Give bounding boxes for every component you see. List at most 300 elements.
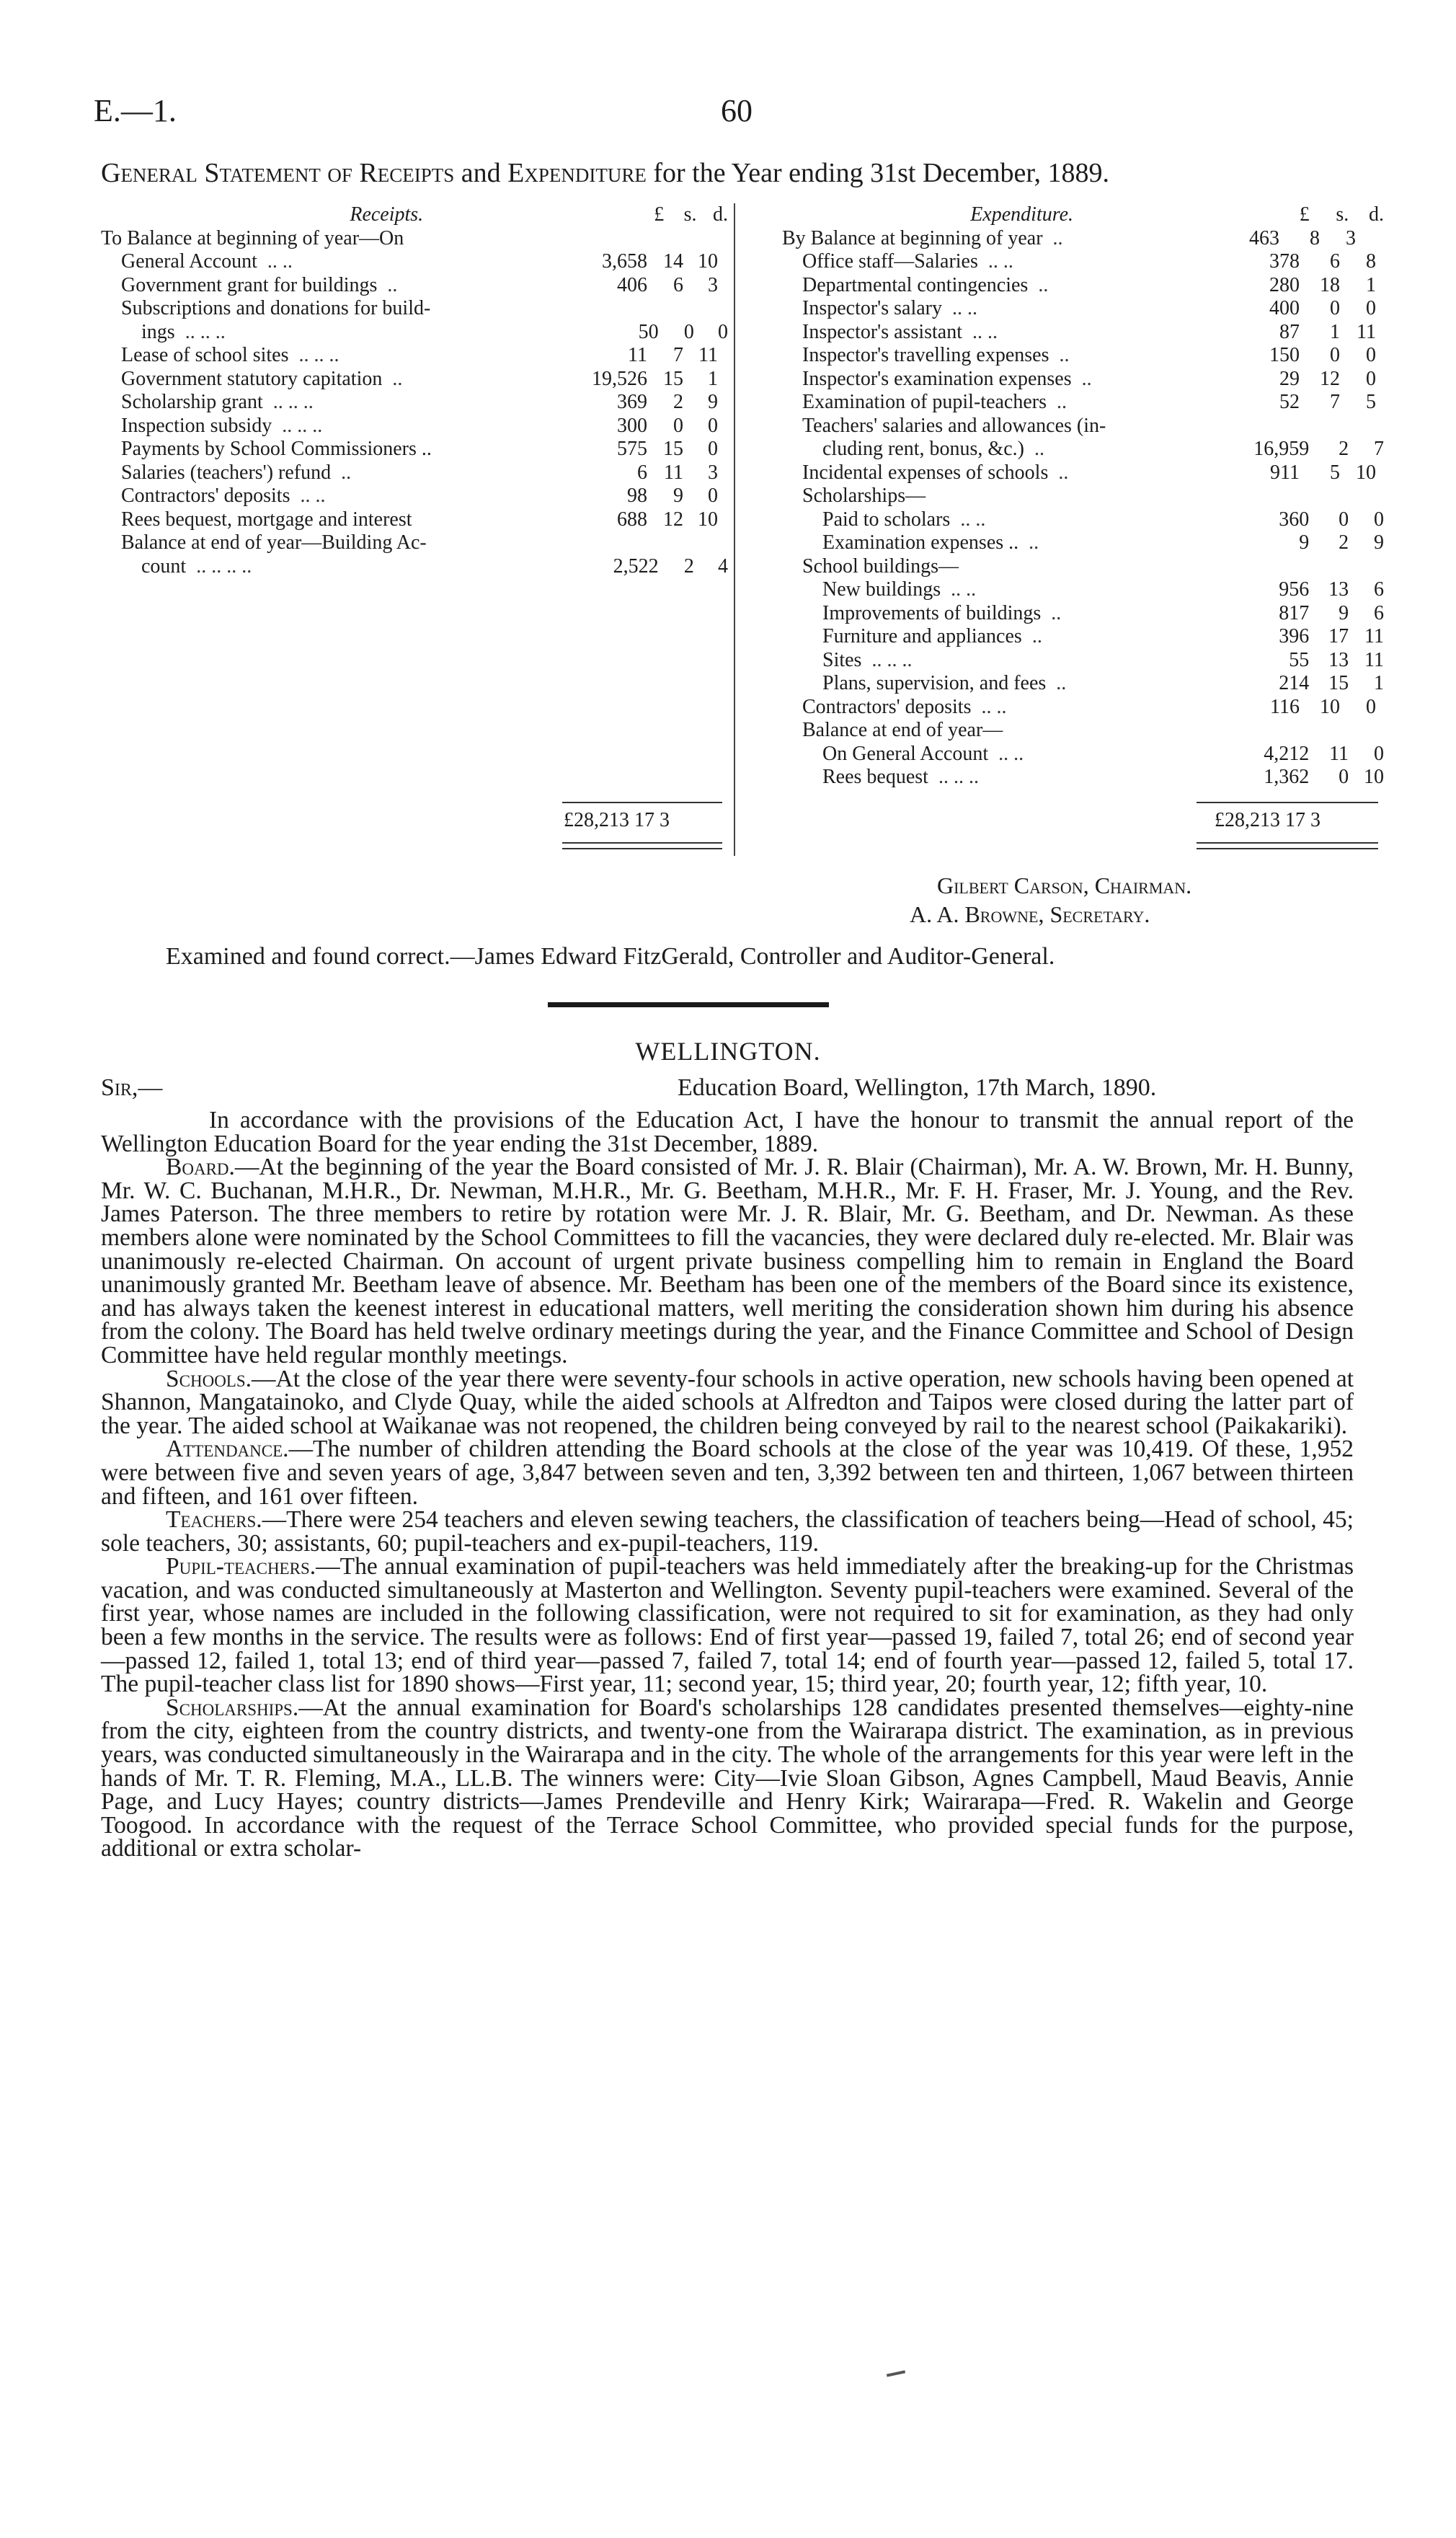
receipts-row-shillings: 15 bbox=[663, 438, 683, 460]
receipts-row-leader: .. .. .. bbox=[272, 391, 314, 413]
expenditure-row bbox=[782, 297, 1384, 321]
expenditure-row-label-cell bbox=[782, 531, 1217, 555]
statement-title-part4: for the Year ending 31st December, 1889. bbox=[653, 158, 1110, 188]
receipts-row-shillings: 6 bbox=[673, 273, 683, 296]
receipts-row-label: Inspection subsidy bbox=[121, 414, 272, 437]
report-body bbox=[101, 1109, 1354, 1861]
receipts-row bbox=[101, 508, 728, 532]
expenditure-row-pounds: 214 bbox=[1279, 672, 1310, 694]
expenditure-row bbox=[782, 227, 1384, 251]
expenditure-row-pounds: 956 bbox=[1279, 578, 1310, 601]
report-section-heading: Board. bbox=[166, 1154, 235, 1181]
expenditure-row-pence: 10 bbox=[1364, 766, 1384, 788]
intro-paragraph: In accordance with the provisions of the Education Act, I have the honour to transmit the annual report of the Wellington Education Board for the year ending the 31st December, 1889. bbox=[101, 1107, 1354, 1157]
report-section-heading: Attendance. bbox=[166, 1436, 289, 1463]
receipts-row bbox=[101, 274, 728, 298]
expenditure-row-pounds bbox=[1206, 719, 1300, 743]
receipts-row-label-cell bbox=[101, 461, 561, 485]
expenditure-row-pence bbox=[1340, 415, 1376, 438]
expenditure-row-shillings bbox=[1300, 415, 1340, 438]
expenditure-row-label-cell bbox=[782, 274, 1206, 298]
expenditure-row-pence: 0 bbox=[1366, 297, 1376, 319]
expenditure-row-label: Rees bequest bbox=[822, 766, 928, 788]
receipts-row-pence: 4 bbox=[718, 554, 728, 578]
salutation: Sir,— bbox=[101, 1074, 163, 1101]
expenditure-row-label-cell bbox=[782, 297, 1206, 321]
expenditure-row-label: On General Account bbox=[822, 742, 989, 765]
receipts-row bbox=[101, 391, 728, 415]
expenditure-row-label-cell bbox=[782, 438, 1217, 461]
expenditure-row-shillings: 15 bbox=[1328, 672, 1349, 694]
expenditure-row-pence: 11 bbox=[1364, 648, 1384, 671]
expenditure-row-leader: .. .. bbox=[951, 578, 977, 601]
expenditure-row-leader: .. .. bbox=[960, 508, 986, 531]
receipts-row-shillings bbox=[647, 297, 683, 321]
receipts-row-shillings: 7 bbox=[673, 344, 683, 366]
expenditure-row-pounds: 52 bbox=[1279, 391, 1300, 413]
expenditure-row-pence: 0 bbox=[1374, 508, 1384, 531]
report-section-heading: Scholarships. bbox=[166, 1694, 299, 1721]
report-section-text: —The annual examination of pupil-teachers was held immediately after the breaking-up for the Christmas vacation, and was conducted simultaneously at Masterton and Wellington. Seventy pupil-teachers were examined. Several of the first year, whose names are included in the following classification, were not required to sit for examination, as they had only been a few months in the service. The results were as follows: End of first year—passed 19, failed 7, total 26; end of second year—passed 12, failed 1, total 13; end of third year—passed 7, failed 7, total 14; end of fourth year—passed 12, failed 5, total 17. The pupil-teacher class list for 1890 shows—First year, 11; second year, 15; third year, 20; fourth year, 12; fifth year, 10. bbox=[101, 1553, 1354, 1698]
receipts-row-label-cell bbox=[101, 391, 561, 415]
expenditure-row-shillings: 9 bbox=[1339, 601, 1349, 624]
expenditure-row-pounds: 150 bbox=[1269, 344, 1300, 366]
receipts-row-label: ings bbox=[141, 320, 175, 343]
expenditure-row-leader: .. bbox=[1059, 344, 1070, 366]
report-section-heading: Teachers. bbox=[166, 1506, 262, 1534]
expenditure-row-shillings bbox=[1300, 555, 1340, 579]
receipts-row-pounds: 6 bbox=[637, 461, 647, 484]
expenditure-rows bbox=[782, 227, 1384, 790]
expenditure-row-shillings: 18 bbox=[1320, 273, 1340, 296]
expenditure-row-label: Scholarships— bbox=[802, 485, 926, 507]
receipts-row bbox=[101, 344, 728, 368]
expenditure-row-pounds: 29 bbox=[1279, 367, 1300, 390]
statement-title-part2: and bbox=[461, 158, 501, 188]
expenditure-row-label-cell bbox=[782, 321, 1206, 345]
receipts-row-pounds: 300 bbox=[617, 414, 647, 437]
statement-title-part1: General Statement of Receipts bbox=[101, 158, 455, 188]
receipts-row-pence bbox=[683, 297, 718, 321]
audit-certification: Examined and found correct.—James Edward FitzGerald, Controller and Auditor-General. bbox=[166, 943, 1055, 970]
report-section-paragraph bbox=[101, 1555, 1354, 1697]
receipts-row-label: Government statutory capitation bbox=[121, 367, 383, 390]
receipts-row-label-cell bbox=[101, 227, 541, 251]
expenditure-row-label-cell bbox=[782, 344, 1206, 368]
expenditure-row bbox=[782, 415, 1384, 438]
expenditure-row-pence: 1 bbox=[1374, 672, 1384, 694]
expenditure-row-shillings: 10 bbox=[1320, 695, 1340, 718]
expenditure-row-pounds: 378 bbox=[1269, 250, 1300, 273]
expenditure-row-shillings: 7 bbox=[1330, 391, 1340, 413]
expenditure-row-label-cell bbox=[782, 227, 1186, 251]
expenditure-row-pounds: 16,959 bbox=[1253, 438, 1310, 460]
receipts-col-shillings: s. bbox=[683, 203, 697, 226]
expenditure-col-shillings: s. bbox=[1336, 203, 1349, 226]
receipts-row-leader: .. .. .. bbox=[185, 320, 226, 343]
expenditure-row bbox=[782, 766, 1384, 790]
receipts-row-pounds: 98 bbox=[627, 485, 647, 507]
receipts-row bbox=[101, 368, 728, 392]
dateline: Education Board, Wellington, 17th March, 1890. bbox=[678, 1074, 1157, 1101]
expenditure-row bbox=[782, 602, 1384, 626]
receipts-row-label-cell bbox=[101, 438, 561, 461]
receipts-row-pence: 9 bbox=[708, 391, 718, 413]
expenditure-row-label-cell bbox=[782, 625, 1217, 649]
expenditure-row-label: Furniture and appliances bbox=[822, 625, 1022, 647]
receipts-row-shillings: 9 bbox=[673, 485, 683, 507]
receipts-row-pounds: 575 bbox=[617, 438, 647, 460]
statement-title bbox=[101, 157, 1362, 189]
receipts-row-label: count bbox=[141, 554, 187, 578]
receipts-row-label: To Balance at beginning of year—On bbox=[101, 226, 404, 249]
expenditure-row-pence: 6 bbox=[1374, 578, 1384, 601]
expenditure-row-leader: .. bbox=[1081, 367, 1092, 390]
expenditure-row-pence: 11 bbox=[1364, 625, 1384, 647]
receipts-row-pence: 0 bbox=[708, 438, 718, 460]
expenditure-row bbox=[782, 719, 1384, 743]
report-section-paragraph bbox=[101, 1694, 1354, 1862]
receipts-row-label-cell bbox=[101, 321, 574, 345]
receipts-total-rule bbox=[562, 802, 722, 803]
receipts-row-pounds: 2,522 bbox=[613, 554, 659, 578]
receipts-row-label-cell bbox=[101, 344, 561, 368]
expenditure-row-label-cell bbox=[782, 578, 1217, 602]
expenditure-row-label-cell bbox=[782, 555, 1206, 579]
receipts-row-pence: 3 bbox=[708, 273, 718, 296]
expenditure-row-label-cell bbox=[782, 672, 1217, 696]
expenditure-row-pence: 0 bbox=[1366, 695, 1376, 718]
expenditure-row-leader: .. bbox=[1052, 226, 1063, 249]
receipts-row-label-cell bbox=[101, 274, 561, 298]
expenditure-row-shillings: 0 bbox=[1330, 344, 1340, 366]
expenditure-row-label-cell bbox=[782, 649, 1217, 673]
receipts-table bbox=[101, 203, 728, 578]
receipts-row-label-cell bbox=[101, 297, 561, 321]
receipts-row-pounds bbox=[561, 297, 647, 321]
receipts-row-label: Payments by School Commissioners .. bbox=[121, 438, 432, 460]
receipts-row-pence: 10 bbox=[698, 508, 718, 531]
receipts-row-label: Government grant for buildings bbox=[121, 273, 378, 296]
receipts-row-pounds: 19,526 bbox=[592, 367, 647, 390]
receipts-row-pence: 10 bbox=[698, 250, 718, 273]
expenditure-row-pence: 8 bbox=[1366, 250, 1376, 273]
expenditure-row-shillings bbox=[1300, 719, 1340, 743]
expenditure-row-label-cell bbox=[782, 602, 1217, 626]
receipts-row-leader: .. .. .. .. bbox=[196, 554, 252, 578]
expenditure-row-leader: .. .. bbox=[951, 297, 977, 319]
receipts-row-pounds: 406 bbox=[617, 273, 647, 296]
expenditure-row-pounds: 911 bbox=[1270, 461, 1300, 484]
expenditure-row-pounds: 9 bbox=[1299, 531, 1310, 554]
expenditure-row-shillings: 0 bbox=[1339, 508, 1349, 531]
expenditure-row-pounds: 360 bbox=[1279, 508, 1310, 531]
expenditure-row-label-cell bbox=[782, 696, 1206, 720]
expenditure-row-pounds: 396 bbox=[1279, 625, 1310, 647]
expenditure-row-pence: 10 bbox=[1356, 461, 1376, 484]
receipts-row-pounds bbox=[561, 531, 647, 555]
expenditure-row-label: Incidental expenses of schools bbox=[802, 461, 1049, 484]
signature-chairman: Gilbert Carson, Chairman. bbox=[937, 872, 1192, 898]
expenditure-row-shillings bbox=[1300, 485, 1340, 508]
expenditure-row-pence: 5 bbox=[1366, 391, 1376, 413]
expenditure-row-leader: .. bbox=[1031, 625, 1042, 647]
report-section-paragraph bbox=[101, 1508, 1354, 1555]
expenditure-row-label: Teachers' salaries and allowances (in- bbox=[802, 414, 1106, 437]
receipts-row bbox=[101, 297, 728, 321]
receipts-row bbox=[101, 250, 728, 274]
expenditure-row-pence: 0 bbox=[1366, 344, 1376, 366]
expenditure-row-label: Balance at end of year— bbox=[802, 719, 1003, 741]
signature-secretary: A. A. Browne, Secretary. bbox=[910, 901, 1150, 927]
receipts-row-leader: .. bbox=[387, 273, 398, 296]
expenditure-row-leader: .. bbox=[1056, 672, 1067, 694]
expenditure-row-pounds: 87 bbox=[1279, 320, 1300, 343]
receipts-row-shillings: 11 bbox=[664, 461, 683, 484]
expenditure-row-pounds: 400 bbox=[1269, 297, 1300, 319]
expenditure-row-pence: 0 bbox=[1366, 367, 1376, 390]
expenditure-row-label: Paid to scholars bbox=[822, 508, 951, 531]
expenditure-row-label-cell bbox=[782, 485, 1206, 508]
expenditure-row-pounds: 116 bbox=[1270, 695, 1300, 718]
receipts-row-shillings: 14 bbox=[663, 250, 683, 273]
expenditure-row-label-cell bbox=[782, 415, 1206, 438]
expenditure-row-label-cell bbox=[782, 743, 1217, 766]
expenditure-row-leader: .. .. .. bbox=[871, 648, 913, 671]
receipts-row bbox=[101, 531, 728, 555]
stray-mark bbox=[887, 2370, 905, 2376]
expenditure-row bbox=[782, 485, 1384, 508]
expenditure-row-leader: .. .. bbox=[998, 742, 1024, 765]
receipts-row-pounds: 688 bbox=[617, 508, 647, 531]
expenditure-row-label: Inspector's salary bbox=[802, 297, 942, 319]
expenditure-row-label-cell bbox=[782, 391, 1206, 415]
report-sections bbox=[101, 1156, 1354, 1861]
expenditure-row-pounds: 1,362 bbox=[1264, 766, 1310, 788]
receipts-row-pence bbox=[663, 227, 698, 251]
receipts-row-shillings: 2 bbox=[683, 554, 694, 578]
receipts-row-label-cell bbox=[101, 555, 574, 579]
expenditure-row-leader: .. .. bbox=[987, 250, 1013, 273]
expenditure-row-label: By Balance at beginning of year bbox=[782, 226, 1043, 249]
page-series-code: E.—1. bbox=[94, 93, 177, 128]
receipts-row-leader: .. .. .. bbox=[298, 344, 339, 366]
receipts-row-pence: 11 bbox=[698, 344, 718, 366]
expenditure-row-label: Examination expenses .. bbox=[822, 531, 1019, 554]
report-section-heading: Pupil-teachers. bbox=[166, 1553, 316, 1580]
receipts-row-pence: 0 bbox=[708, 414, 718, 437]
receipts-row-pounds: 3,658 bbox=[602, 250, 647, 273]
expenditure-row bbox=[782, 391, 1384, 415]
expenditure-row-shillings: 0 bbox=[1339, 766, 1349, 788]
expenditure-row-pence: 11 bbox=[1357, 320, 1376, 343]
expenditure-row-label: Inspector's examination expenses bbox=[802, 367, 1072, 390]
expenditure-row-shillings: 13 bbox=[1328, 648, 1349, 671]
expenditure-row-leader: .. .. bbox=[972, 320, 998, 343]
receipts-row-label-cell bbox=[101, 250, 561, 274]
expenditure-row-pence: 6 bbox=[1374, 601, 1384, 624]
expenditure-column-header bbox=[782, 203, 1384, 227]
expenditure-row-shillings: 5 bbox=[1330, 461, 1340, 484]
receipts-row-pence: 3 bbox=[708, 461, 718, 484]
receipts-row bbox=[101, 438, 728, 461]
section-separator-rule bbox=[548, 1002, 829, 1007]
expenditure-row-leader: .. .. bbox=[981, 695, 1007, 718]
expenditure-row-leader: .. bbox=[1051, 601, 1062, 624]
expenditure-row-shillings: 0 bbox=[1330, 297, 1340, 319]
expenditure-row-shillings: 8 bbox=[1310, 226, 1320, 249]
expenditure-table bbox=[782, 203, 1384, 790]
receipts-row-shillings: 0 bbox=[683, 320, 694, 343]
receipts-row-shillings: 2 bbox=[673, 391, 683, 413]
expenditure-row-shillings: 13 bbox=[1328, 578, 1349, 601]
expenditure-row-pence: 1 bbox=[1366, 273, 1376, 296]
expenditure-row-shillings: 2 bbox=[1339, 531, 1349, 554]
receipts-row-pounds: 50 bbox=[638, 320, 659, 343]
receipts-row-leader: .. bbox=[392, 367, 403, 390]
receipts-row-label-cell bbox=[101, 508, 561, 532]
receipts-row-pence: 1 bbox=[708, 367, 718, 390]
receipts-row-label-cell bbox=[101, 415, 561, 438]
column-divider bbox=[734, 203, 735, 856]
report-section-text: —There were 254 teachers and eleven sewing teachers, the classification of teachers being—Head of school, 45; sole teachers, 30; assistants, 60; pupil-teachers and ex-pupil-teachers, 119. bbox=[101, 1506, 1354, 1557]
expenditure-row-pence: 9 bbox=[1374, 531, 1384, 554]
expenditure-col-pounds: £ bbox=[1299, 203, 1310, 226]
expenditure-heading: Expenditure. bbox=[970, 203, 1074, 226]
receipts-row-shillings: 12 bbox=[663, 508, 683, 531]
expenditure-col-pence: d. bbox=[1369, 203, 1384, 226]
expenditure-row-pounds: 55 bbox=[1289, 648, 1310, 671]
expenditure-double-rule bbox=[1197, 842, 1378, 849]
receipts-row bbox=[101, 227, 728, 251]
receipts-col-pounds: £ bbox=[654, 203, 665, 226]
expenditure-row-pence bbox=[1340, 555, 1376, 579]
expenditure-row-label: Contractors' deposits bbox=[802, 695, 972, 718]
receipts-row-shillings bbox=[647, 531, 683, 555]
report-section-text: —At the annual examination for Board's scholarships 128 candidates presented themselves—eighty-nine from the city, eighteen from the country districts, and twenty-one from the Wairarapa district. The examination, as in previous years, was conducted simultaneously in the Wairarapa and in the city. The whole of the arrangements for this year were left in the hands of Mr. T. R. Fleming, M.A., LL.B. The winners were: City—Ivie Sloan Gibson, Agnes Campbell, Maud Beavis, Annie Page, and Lucy Hayes; country districts—James Prendeville and Henry Kirk; Wairarapa—Fred. R. Wakelin and George Toogood. In accordance with the request of the Terrace School Committee, who provided special funds for the purpose, additional or extra scholar- bbox=[101, 1694, 1354, 1862]
expenditure-row-label: cluding rent, bonus, &c.) bbox=[822, 438, 1024, 460]
receipts-row-label: Lease of school sites bbox=[121, 344, 289, 366]
receipts-row-shillings: 0 bbox=[673, 414, 683, 437]
expenditure-row-leader: .. bbox=[1038, 273, 1049, 296]
expenditure-row-pence: 3 bbox=[1346, 226, 1356, 249]
receipts-row bbox=[101, 555, 728, 579]
expenditure-row-shillings: 2 bbox=[1339, 438, 1349, 460]
expenditure-row-pounds bbox=[1206, 555, 1300, 579]
receipts-row-label: Salaries (teachers') refund bbox=[121, 461, 332, 484]
expenditure-total-rule bbox=[1197, 802, 1378, 803]
expenditure-row-leader: .. bbox=[1029, 531, 1039, 554]
expenditure-row-pence bbox=[1340, 485, 1376, 508]
expenditure-row-label: Sites bbox=[822, 648, 862, 671]
report-section-text: —The number of children attending the Board schools at the close of the year was 10,419. Of these, 1,952 were between five and seven years of age, 3,847 between seven and ten, 3,392 between ten and thirteen, 1,067 between thirteen and fifteen, and 161 over fifteen. bbox=[101, 1436, 1354, 1510]
expenditure-row-label: Departmental contingencies bbox=[802, 273, 1029, 296]
receipts-row-leader: .. .. .. bbox=[282, 414, 323, 437]
expenditure-row bbox=[782, 344, 1384, 368]
statement-title-part3: Expenditure bbox=[507, 158, 647, 188]
receipts-col-pence: d. bbox=[713, 203, 729, 226]
expenditure-row-label: Plans, supervision, and fees bbox=[822, 672, 1047, 694]
expenditure-row-pounds bbox=[1206, 415, 1300, 438]
expenditure-row-leader: .. .. .. bbox=[938, 766, 979, 788]
receipts-rows bbox=[101, 227, 728, 579]
receipts-heading: Receipts. bbox=[350, 203, 424, 226]
receipts-row-pence: 0 bbox=[718, 320, 728, 343]
expenditure-row bbox=[782, 578, 1384, 602]
report-section-paragraph bbox=[101, 1365, 1354, 1439]
expenditure-row bbox=[782, 321, 1384, 345]
receipts-total: £28,213 17 3 bbox=[564, 809, 670, 831]
page-number: 60 bbox=[721, 93, 753, 128]
expenditure-row-label-cell bbox=[782, 508, 1217, 532]
expenditure-row-leader: .. bbox=[1058, 461, 1069, 484]
receipts-row bbox=[101, 461, 728, 485]
expenditure-row-label: Inspector's travelling expenses bbox=[802, 344, 1049, 366]
receipts-row-label: Rees bequest, mortgage and interest bbox=[121, 508, 412, 531]
receipts-row-leader: .. .. bbox=[267, 250, 293, 273]
receipts-row bbox=[101, 415, 728, 438]
expenditure-row-leader: .. bbox=[1057, 391, 1067, 413]
receipts-row-shillings bbox=[627, 227, 663, 251]
receipts-row-label: Contractors' deposits bbox=[121, 485, 290, 507]
receipts-row-label: General Account bbox=[121, 250, 257, 273]
receipts-column-header bbox=[101, 203, 728, 227]
expenditure-row-leader: .. bbox=[1034, 438, 1044, 460]
expenditure-row-shillings: 6 bbox=[1330, 250, 1340, 273]
expenditure-row-label: Inspector's assistant bbox=[802, 320, 963, 343]
report-section-text: —At the close of the year there were seventy-four schools in active operation, new schools having been opened at Shannon, Mangatainoko, and Clyde Quay, while the aided schools at Alfredton and Taipos were closed during the latter part of the year. The aided school at Waikanae was not reopened, the children being conveyed by rail to the nearest school (Paikakariki). bbox=[101, 1365, 1354, 1439]
expenditure-row bbox=[782, 743, 1384, 766]
expenditure-row-shillings: 1 bbox=[1330, 320, 1340, 343]
expenditure-row bbox=[782, 250, 1384, 274]
expenditure-row bbox=[782, 555, 1384, 579]
expenditure-row bbox=[782, 696, 1384, 720]
expenditure-row-pounds: 4,212 bbox=[1264, 742, 1310, 765]
expenditure-row-shillings: 12 bbox=[1320, 367, 1340, 390]
expenditure-row-label: Office staff—Salaries bbox=[802, 250, 978, 273]
report-title: WELLINGTON. bbox=[635, 1037, 821, 1066]
receipts-row-label: Scholarship grant bbox=[121, 391, 263, 413]
expenditure-row bbox=[782, 368, 1384, 392]
receipts-row-label-cell bbox=[101, 485, 561, 508]
receipts-row-label: Balance at end of year—Building Ac- bbox=[121, 531, 427, 554]
receipts-row-label: Subscriptions and donations for build- bbox=[121, 297, 431, 319]
report-section-text: —At the beginning of the year the Board consisted of Mr. J. R. Blair (Chairman), Mr. A. W. Brown, Mr. H. Bunny, Mr. W. C. Buchanan, M.H.R., Dr. Newman, M.H.R., Mr. G. Beetham, M.H.R., Mr. F. H. Fraser, Mr. J. Young, and the Rev. James Paterson. The three members to retire by rotation were Mr. J. R. Blair, Mr. G. Beetham, and Dr. Newman. As these members alone were nominated by the School Committees to fill the vacancies, they were declared duly re-elected. Mr. Blair was unanimously re-elected Chairman. On account of urgent private business compelling him to remain in England the Board unanimously granted Mr. Beetham leave of absence. Mr. Beetham has been one of the members of the Board since its existence, and has always taken the keenest interest in educational matters, well meriting the consideration shown him during his absence from the colony. The Board has held twelve ordinary meetings during the year, and the Finance Committee and School of Design Committee have held regular monthly meetings. bbox=[101, 1154, 1354, 1369]
expenditure-row bbox=[782, 672, 1384, 696]
expenditure-total: £28,213 17 3 bbox=[1215, 809, 1320, 831]
expenditure-row-pounds: 463 bbox=[1249, 226, 1279, 249]
receipts-row bbox=[101, 485, 728, 508]
expenditure-row-label-cell bbox=[782, 766, 1217, 790]
receipts-double-rule bbox=[562, 842, 722, 849]
report-section-paragraph bbox=[101, 1438, 1354, 1508]
expenditure-row-label-cell bbox=[782, 250, 1206, 274]
receipts-row-pounds: 11 bbox=[628, 344, 647, 366]
expenditure-row bbox=[782, 461, 1384, 485]
expenditure-row-pence: 7 bbox=[1374, 438, 1384, 460]
expenditure-row-label-cell bbox=[782, 461, 1206, 485]
expenditure-row-label-cell bbox=[782, 719, 1206, 743]
expenditure-row-label: Examination of pupil-teachers bbox=[802, 391, 1047, 413]
receipts-row-pence bbox=[683, 531, 718, 555]
expenditure-row-label-cell bbox=[782, 368, 1206, 392]
expenditure-row-pounds: 280 bbox=[1269, 273, 1300, 296]
expenditure-row-label: Improvements of buildings bbox=[822, 601, 1042, 624]
expenditure-row-pounds bbox=[1206, 485, 1300, 508]
receipts-row-leader: .. bbox=[341, 461, 352, 484]
expenditure-row-pence bbox=[1340, 719, 1376, 743]
expenditure-row-label: New buildings bbox=[822, 578, 941, 601]
